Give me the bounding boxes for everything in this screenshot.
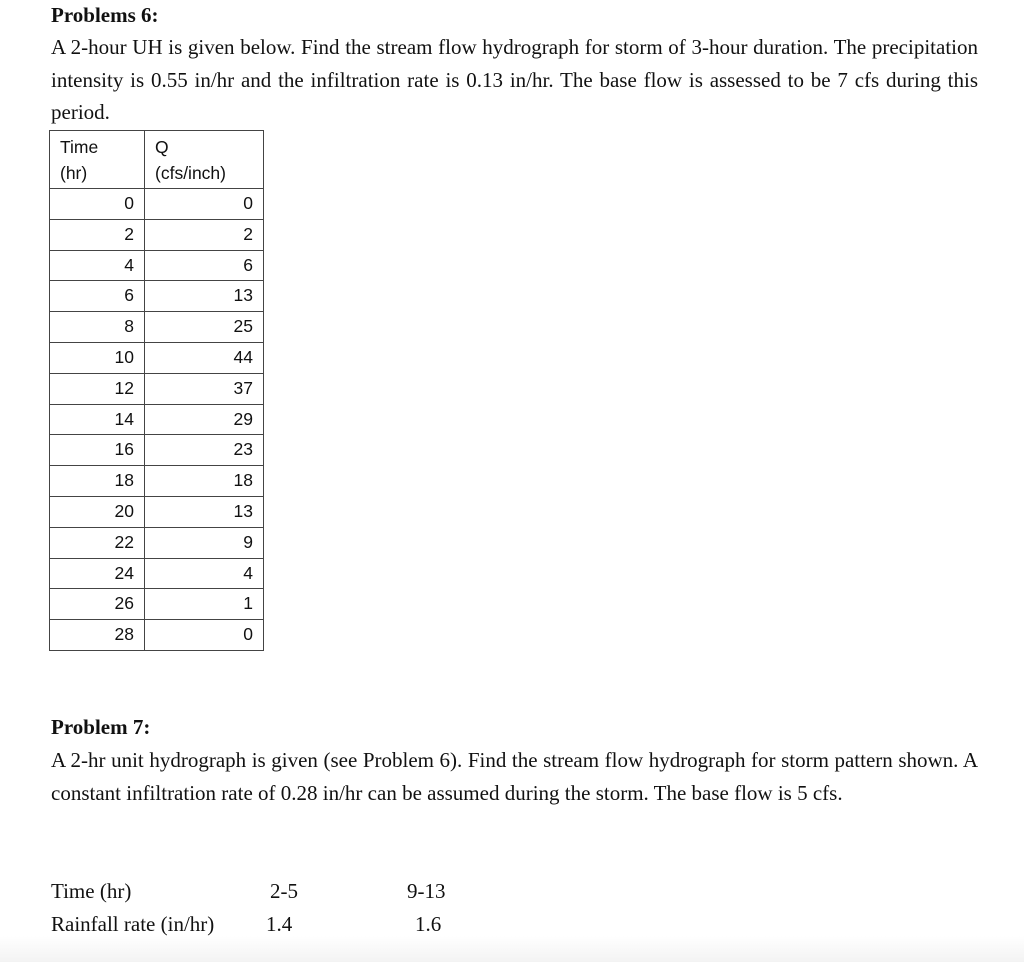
time-cell: 22 [50,527,145,558]
q-cell: 4 [145,558,264,589]
table-row [50,589,264,620]
time-cell: 10 [50,342,145,373]
header-time-line1: Time [60,137,99,157]
header-time [50,131,145,189]
table-row [50,219,264,250]
q-cell: 1 [145,589,264,620]
q-cell: 6 [145,250,264,281]
header-time-line2: (hr) [60,163,88,183]
time-cell: 24 [50,558,145,589]
table-row [50,189,264,220]
problem7-heading: Problem 7: [51,715,151,739]
q-cell: 44 [145,342,264,373]
time-cell: 6 [50,281,145,312]
time-cell: 14 [50,404,145,435]
time-cell: 8 [50,312,145,343]
rainfall-period-time: 2-5 [270,879,298,903]
table-row [50,496,264,527]
rainfall-time-label: Time (hr) [51,879,132,903]
header-q-line2: (cfs/inch) [155,163,226,183]
unit-hydrograph-table [49,130,264,651]
table-row [50,620,264,651]
q-cell: 9 [145,527,264,558]
table-row [50,558,264,589]
table-row [50,342,264,373]
time-cell: 20 [50,496,145,527]
time-cell: 0 [50,189,145,220]
problem6-heading: Problems 6: [51,3,159,27]
table-row [50,404,264,435]
header-q-line1: Q [155,137,169,157]
q-cell: 0 [145,189,264,220]
time-cell: 18 [50,466,145,497]
problem7-text: A 2-hr unit hydrograph is given (see Problem 6). Find the stream flow hydrograph for storm pattern shown. A constant infiltration rate of 0.28 in/hr can be assumed during the storm. The base flow is 5 cfs. [51,748,978,805]
time-cell: 28 [50,620,145,651]
table-row [50,312,264,343]
rainfall-period-rate: 1.6 [415,912,442,936]
problem6-text: A 2-hour UH is given below. Find the stream flow hydrograph for storm of 3-hour duration. The precipitation intensity is 0.55 in/hr and the infiltration rate is 0.13 in/hr. The base flow is assessed to be 7 cfs during this period. [51,35,978,124]
time-cell: 26 [50,589,145,620]
rainfall-rate-label: Rainfall rate (in/hr) [51,912,215,936]
table-row [50,466,264,497]
table-row [50,435,264,466]
q-cell: 18 [145,466,264,497]
q-cell: 25 [145,312,264,343]
table-row [50,281,264,312]
rainfall-period-time: 9-13 [407,879,446,903]
q-cell: 2 [145,219,264,250]
header-q [145,131,264,189]
time-cell: 2 [50,219,145,250]
page-bottom-shade [0,936,1024,962]
q-cell: 13 [145,496,264,527]
table-row [50,250,264,281]
rainfall-period-rate: 1.4 [266,912,293,936]
q-cell: 23 [145,435,264,466]
table-header-row [50,131,264,189]
time-cell: 16 [50,435,145,466]
q-cell: 13 [145,281,264,312]
table-row [50,373,264,404]
time-cell: 4 [50,250,145,281]
q-cell: 29 [145,404,264,435]
q-cell: 37 [145,373,264,404]
q-cell: 0 [145,620,264,651]
time-cell: 12 [50,373,145,404]
table-row [50,527,264,558]
